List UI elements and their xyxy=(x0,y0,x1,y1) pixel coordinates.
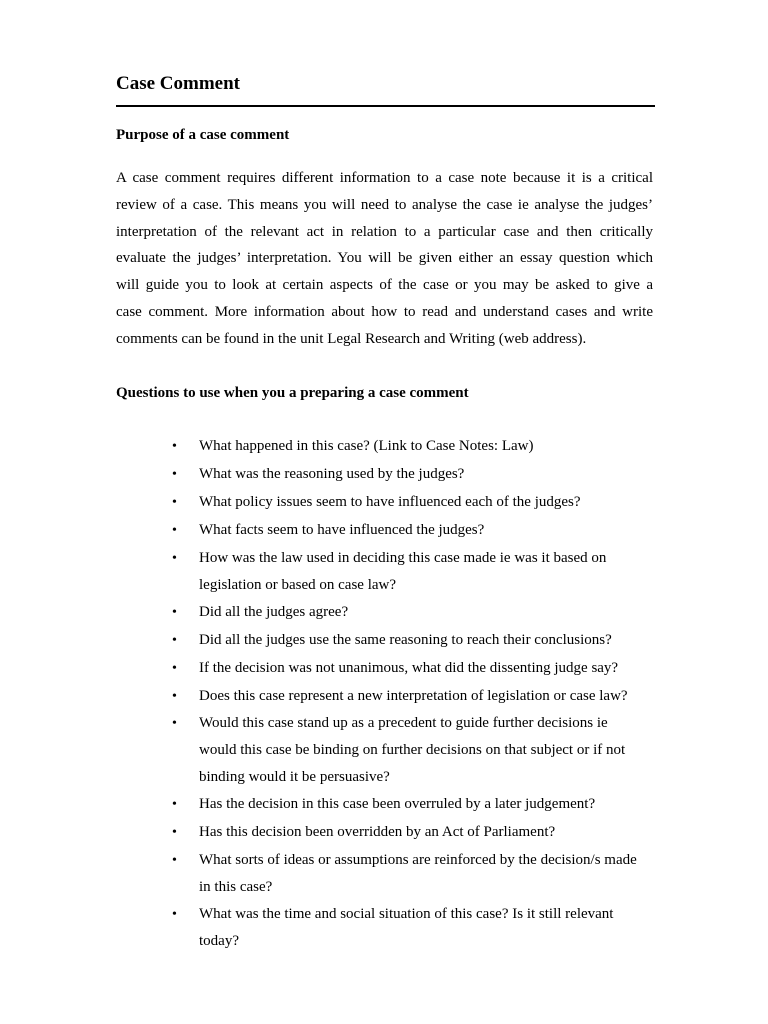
question-item xyxy=(172,545,642,599)
question-item xyxy=(172,847,642,901)
intro-line: case comment. More information about how to read and understand cases and write xyxy=(116,303,653,320)
intro-line: comments can be found in the unit Legal Research and Writing (web address). xyxy=(116,330,587,347)
intro-line: evaluate the judges’ interpretation. You will be given either an essay question which xyxy=(116,250,653,267)
intro-line: A case comment requires different information to a case note because it is a critical xyxy=(116,170,653,186)
question-text: If the decision was not unanimous, what did the dissenting judge say? xyxy=(199,660,619,676)
bullet-icon: • xyxy=(172,661,177,676)
bullet-icon: • xyxy=(172,853,177,868)
question-text: Would this case stand up as a precedent to guide further decisions ie would this case be binding on further decisions on that subject or if not binding would it be persuasive? xyxy=(199,715,626,785)
question-item xyxy=(172,489,642,516)
question-item xyxy=(172,710,642,791)
bullet-icon: • xyxy=(172,825,177,840)
bullet-icon: • xyxy=(172,716,177,731)
questions-heading: Questions to use when you a preparing a case comment xyxy=(116,385,469,401)
question-item xyxy=(172,599,642,626)
bullet-icon: • xyxy=(172,633,177,648)
question-text: What was the time and social situation of this case? Is it still relevant today? xyxy=(199,906,614,949)
question-text: How was the law used in deciding this case made ie was it based on legislation or based on case law? xyxy=(199,550,607,593)
intro-line: will guide you to look at certain aspects of the case or you may be asked to give a xyxy=(116,277,653,294)
bullet-icon: • xyxy=(172,689,177,704)
question-item xyxy=(172,433,642,460)
question-item xyxy=(172,655,642,682)
bullet-icon: • xyxy=(172,495,177,510)
document-title: Case Comment xyxy=(116,73,241,94)
question-item xyxy=(172,791,642,818)
question-item xyxy=(172,517,642,544)
question-text: Did all the judges agree? xyxy=(199,604,349,620)
question-text: Does this case represent a new interpretation of legislation or case law? xyxy=(199,688,628,704)
intro-line: review of a case. This means you will need to analyse the case ie analyse the judges’ xyxy=(116,196,653,213)
question-item xyxy=(172,819,642,846)
question-text: What happened in this case? (Link to Case Notes: Law) xyxy=(199,438,534,454)
purpose-heading: Purpose of a case comment xyxy=(116,127,290,143)
question-text: Did all the judges use the same reasoning to reach their conclusions? xyxy=(199,632,612,648)
question-item xyxy=(172,901,642,955)
question-item xyxy=(172,627,642,654)
question-item xyxy=(172,683,642,710)
question-item xyxy=(172,461,642,488)
bullet-icon: • xyxy=(172,439,177,454)
bullet-icon: • xyxy=(172,467,177,482)
intro-line: interpretation of the relevant act in relation to a particular case and then critically xyxy=(116,223,653,240)
question-text: Has the decision in this case been overruled by a later judgement? xyxy=(199,796,596,812)
question-text: Has this decision been overridden by an Act of Parliament? xyxy=(199,824,556,840)
bullet-icon: • xyxy=(172,797,177,812)
question-text: What facts seem to have influenced the judges? xyxy=(199,522,485,538)
bullet-icon: • xyxy=(172,523,177,538)
bullet-icon: • xyxy=(172,907,177,922)
question-text: What sorts of ideas or assumptions are reinforced by the decision/s made in this case? xyxy=(199,852,637,895)
bullet-icon: • xyxy=(172,551,177,566)
question-text: What was the reasoning used by the judges? xyxy=(199,466,465,482)
question-text: What policy issues seem to have influenced each of the judges? xyxy=(199,494,581,510)
bullet-icon: • xyxy=(172,605,177,620)
